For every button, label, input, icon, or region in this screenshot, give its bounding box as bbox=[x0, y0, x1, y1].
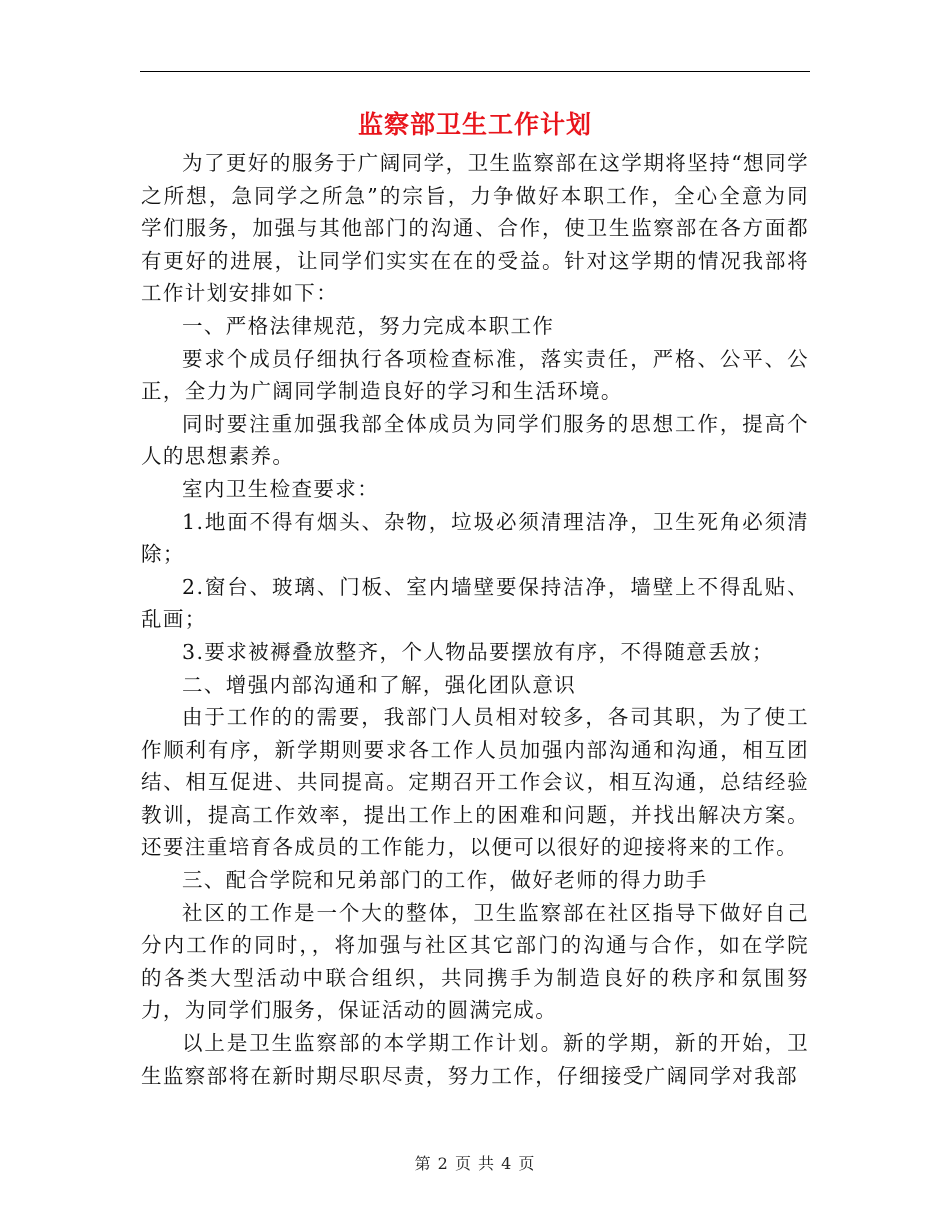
section-heading-3: 三、配合学院和兄弟部门的工作，做好老师的得力助手 bbox=[182, 868, 708, 893]
list-item: 2.窗台、玻璃、门板、室内墙壁要保持洁净，墙壁上不得乱贴、乱画； bbox=[141, 574, 809, 632]
paragraph: 要求个成员仔细执行各项检查标准，落实责任，严格、公平、公正，全力为广阔同学制造良好的学习和生活环境。 bbox=[141, 346, 809, 404]
section-heading-1: 一、严格法律规范，努力完成本职工作 bbox=[182, 313, 555, 338]
page-footer: 第 2 页 共 4 页 bbox=[414, 1154, 536, 1173]
list-item: 3.要求被褥叠放整齐，个人物品要摆放有序，不得随意丢放； bbox=[182, 639, 774, 664]
list-item: 1.地面不得有烟头、杂物，垃圾必须清理洁净，卫生死角必须清除； bbox=[141, 509, 809, 567]
paragraph: 由于工作的的需要，我部门人员相对较多，各司其职，为了使工作顺利有序，新学期则要求各工作人员加强内部沟通和沟通，相互团结、相互促进、共同提高。定期召开工作会议，相互沟通，总结经验教训，提高工作效率，提出工作上的困难和问题，并找出解决方案。还要注重培育各成员的工作能力，以便可以很好的迎接将来的工作。 bbox=[141, 705, 809, 860]
paragraph: 社区的工作是一个大的整体，卫生监察部在社区指导下做好自己分内工作的同时，，将加强与社区其它部门的沟通与合作，如在学院的各类大型活动中联合组织，共同携手为制造良好的秩序和氛围努力，为同学们服务，保证活动的圆满完成。 bbox=[141, 900, 809, 1023]
subheading-indoor-hygiene: 室内卫生检查要求： bbox=[182, 476, 380, 501]
header-rule bbox=[140, 71, 810, 72]
paragraph-intro: 为了更好的服务于广阔同学，卫生监察部在这学期将坚持“想同学之所想，急同学之所急”的宗旨，力争做好本职工作，全心全意为同学们服务，加强与其他部门的沟通、合作，使卫生监察部在各方面都有更好的进展，让同学们实实在在的受益。针对这学期的情况我部将工作计划安排如下： bbox=[141, 151, 809, 306]
paragraph: 同时要注重加强我部全体成员为同学们服务的思想工作，提高个人的思想素养。 bbox=[141, 411, 809, 469]
paragraph-closing: 以上是卫生监察部的本学期工作计划。新的学期，新的开始，卫生监察部将在新时期尽职尽责，努力工作，仔细接受广阔同学对我部 bbox=[141, 1031, 809, 1088]
document-body bbox=[141, 147, 809, 1092]
section-heading-2: 二、增强内部沟通和了解，强化团队意识 bbox=[182, 672, 577, 697]
document-title: 监察部卫生工作计划 bbox=[357, 110, 592, 139]
